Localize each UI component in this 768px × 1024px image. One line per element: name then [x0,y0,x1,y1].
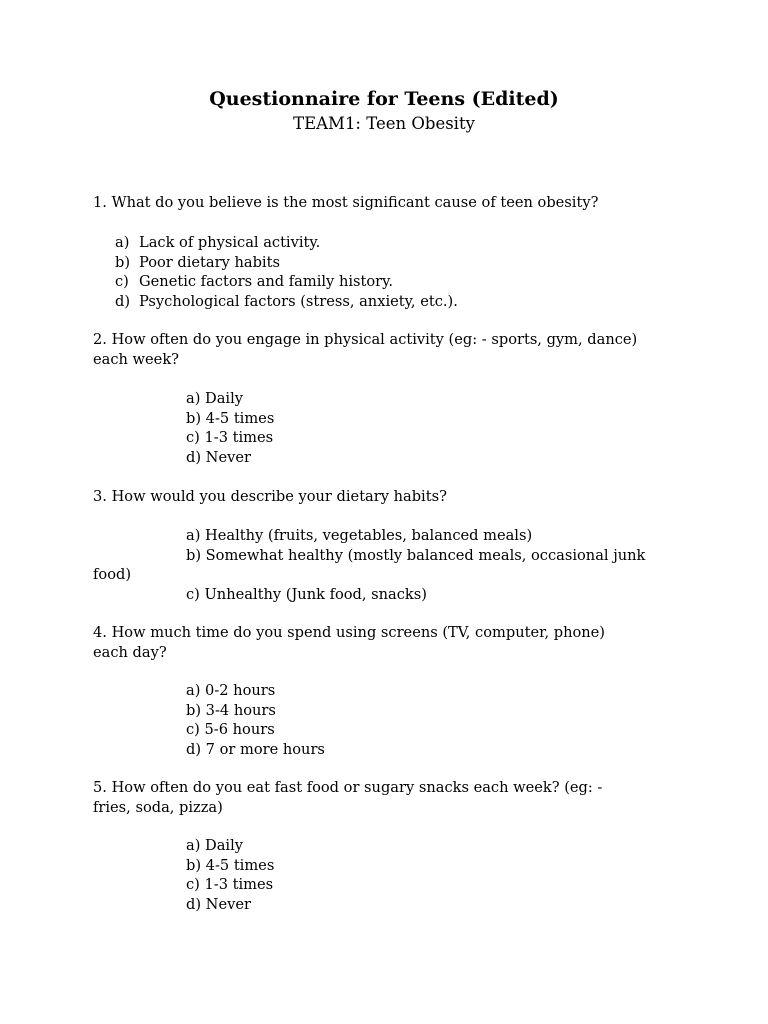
option-text: Psychological factors (stress, anxiety, etc.). [139,292,458,310]
question-1-option-d [115,292,458,312]
question-1-option-b [115,253,458,273]
question-5-line-1: 5. How often do you eat fast food or sugary snacks each week? (eg: - [93,779,603,796]
option-marker: c) [115,273,129,291]
question-3-option-a: a) Healthy (fruits, vegetables, balanced meals) [186,527,533,544]
question-3-options [186,526,645,565]
question-3-option-b: b) Somewhat healthy (mostly balanced meals, occasional junk [186,546,646,564]
question-4-option-b: b) 3-4 hours [186,701,276,719]
question-2 [93,330,693,369]
question-2-option-d: d) Never [186,448,251,466]
question-5-option-b: b) 4-5 times [186,856,275,874]
question-2-options [186,389,274,467]
question-3-option-b-wrap: food) [93,566,132,583]
question-2-line-1: 2. How often do you engage in physical activity (eg: - sports, gym, dance) [93,331,638,348]
question-4-option-a: a) 0-2 hours [186,682,276,699]
question-4-options [186,681,325,759]
question-1: 1. What do you believe is the most significant cause of teen obesity? [93,194,599,211]
option-marker: b) [115,253,131,271]
question-2-option-a: a) Daily [186,390,244,407]
page-title: Questionnaire for Teens (Edited) [209,88,559,110]
option-marker: a) [115,234,130,251]
question-4 [93,623,693,662]
question-1-option-c [115,272,458,292]
question-4-line-2: each day? [93,643,167,661]
option-text: Poor dietary habits [139,253,280,271]
question-1-option-a [115,233,458,253]
question-2-line-2: each week? [93,350,179,368]
question-4-option-c: c) 5-6 hours [186,721,275,739]
question-4-line-1: 4. How much time do you spend using screens (TV, computer, phone) [93,624,605,641]
question-2-option-c: c) 1-3 times [186,429,274,447]
option-text: Lack of physical activity. [139,234,321,251]
question-5-option-a: a) Daily [186,837,244,854]
page-subtitle: TEAM1: Teen Obesity [293,114,475,133]
question-2-option-b: b) 4-5 times [186,409,275,427]
question-5-options [186,836,274,914]
question-1-options [115,233,458,311]
question-5-line-2: fries, soda, pizza) [93,798,223,816]
question-3-option-c: c) Unhealthy (Junk food, snacks) [186,586,427,603]
question-5-option-d: d) Never [186,895,251,913]
question-4-option-d: d) 7 or more hours [186,740,325,758]
question-5-option-c: c) 1-3 times [186,876,274,894]
question-3-options-cont [186,585,427,605]
question-3: 3. How would you describe your dietary habits? [93,488,447,505]
option-marker: d) [115,292,131,310]
question-5 [93,778,693,817]
option-text: Genetic factors and family history. [139,273,394,291]
